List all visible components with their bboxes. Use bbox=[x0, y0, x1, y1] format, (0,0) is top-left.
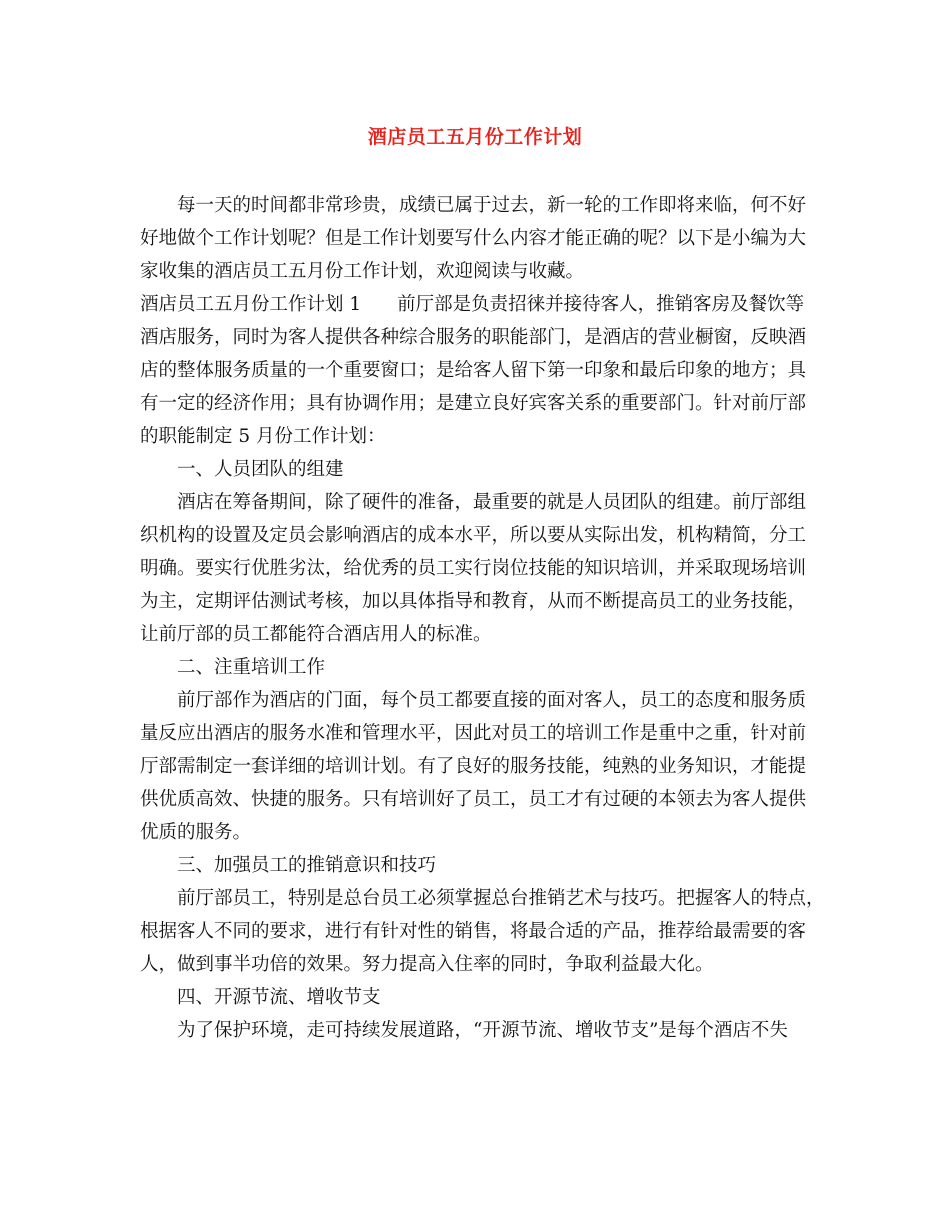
section1-heading: 一、人员团队的组建 bbox=[177, 459, 344, 480]
intro-line-3: 家收集的酒店员工五月份工作计划，欢迎阅读与收藏。 bbox=[140, 261, 585, 282]
plan1-line-3: 店的整体服务质量的一个重要窗口；是给客人留下第一印象和最后印象的地方；具 bbox=[140, 360, 807, 381]
plan1-line-1-rest: 前厅部是负责招徕并接待客人，推销客房及餐饮等 bbox=[397, 294, 805, 315]
plan1-line-2: 酒店服务，同时为客人提供各种综合服务的职能部门，是酒店的营业橱窗，反映酒 bbox=[140, 327, 807, 348]
section2-heading: 二、注重培训工作 bbox=[177, 657, 326, 678]
intro-line-2: 好地做个工作计划呢？但是工作计划要写什么内容才能正确的呢？以下是小编为大 bbox=[140, 228, 807, 249]
section2-line-1: 前厅部作为酒店的门面，每个员工都要直接的面对客人，员工的态度和服务质 bbox=[177, 690, 807, 711]
section3-line-2: 根据客人不同的要求，进行有针对性的销售，将最合适的产品，推荐给最需要的客 bbox=[140, 921, 807, 942]
section2-line-2: 量反应出酒店的服务水准和管理水平，因此对员工的培训工作是重中之重，针对前 bbox=[140, 723, 807, 744]
intro-line-1: 每一天的时间都非常珍贵，成绩已属于过去，新一轮的工作即将来临，何不好 bbox=[177, 195, 807, 216]
section1-line-2: 织机构的设置及定员会影响酒店的成本水平，所以要从实际出发，机构精简，分工 bbox=[140, 525, 807, 546]
section1-line-3: 明确。要实行优胜劣汰，给优秀的员工实行岗位技能的知识培训，并采取现场培训 bbox=[140, 558, 807, 579]
section4-heading: 四、开源节流、增收节支 bbox=[177, 987, 381, 1008]
plan1-heading: 酒店员工五月份工作计划 1 bbox=[140, 294, 362, 315]
section2-line-4: 供优质高效、快捷的服务。只有培训好了员工，员工才有过硬的本领去为客人提供 bbox=[140, 789, 807, 810]
section3-line-3: 人，做到事半功倍的效果。努力提高入住率的同时，争取利益最大化。 bbox=[140, 954, 714, 975]
section1-line-5: 让前厅部的员工都能符合酒店用人的标准。 bbox=[140, 624, 492, 645]
section1-line-4: 为主，定期评估测试考核，加以具体指导和教育，从而不断提高员工的业务技能， bbox=[140, 591, 807, 612]
section2-line-3: 厅部需制定一套详细的培训计划。有了良好的服务技能，纯熟的业务知识，才能提 bbox=[140, 756, 807, 777]
plan1-line-4: 有一定的经济作用；具有协调作用；是建立良好宾客关系的重要部门。针对前厅部 bbox=[140, 393, 807, 414]
section3-heading: 三、加强员工的推销意识和技巧 bbox=[177, 855, 437, 876]
document-title: 酒店员工五月份工作计划 bbox=[367, 126, 583, 148]
section3-line-1: 前厅部员工，特别是总台员工必须掌握总台推销艺术与技巧。把握客人的特点， bbox=[177, 888, 825, 909]
plan1-line-5: 的职能制定 5 月份工作计划： bbox=[140, 426, 386, 447]
section1-line-1: 酒店在筹备期间，除了硬件的准备，最重要的就是人员团队的组建。前厅部组 bbox=[177, 492, 807, 513]
document-body bbox=[140, 189, 825, 1047]
section4-line-1: 为了保护环境，走可持续发展道路，“开源节流、增收节支”是每个酒店不失 bbox=[177, 1020, 788, 1041]
section2-line-5: 优质的服务。 bbox=[140, 822, 252, 843]
plan1-line-1 bbox=[140, 288, 812, 321]
